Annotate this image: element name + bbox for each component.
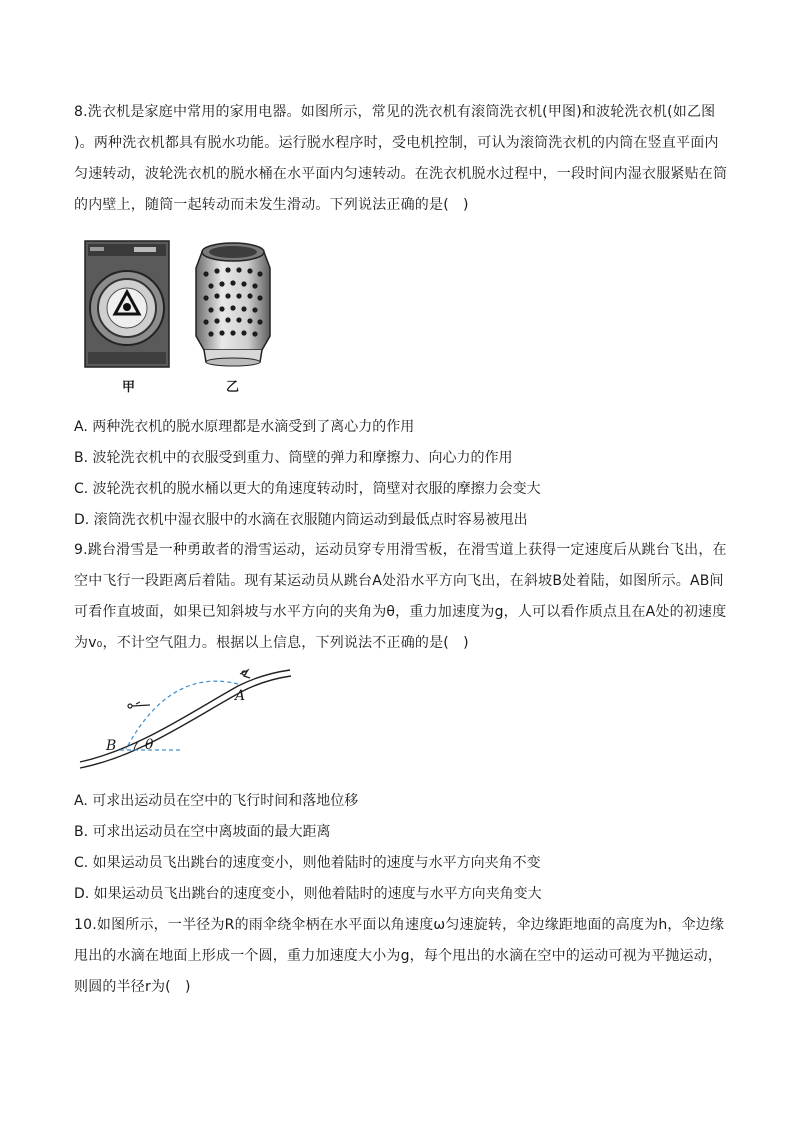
question-8-stem — [74, 97, 728, 221]
question-9-line: 可看作直坡面，如果已知斜坡与水平方向的夹角为θ，重力加速度为g，人可以看作质点且在A处的初速度 — [74, 604, 727, 620]
question-9-option-a: A. 可求出运动员在空中的飞行时间和落地位移 — [74, 793, 359, 809]
question-10-line: 则圆的半径r为( ) — [74, 979, 191, 995]
question-8-line: 8.洗衣机是家庭中常用的家用电器。如图所示，常见的洗衣机有滚筒洗衣机(甲图)和波轮洗衣机(如乙图 — [74, 104, 716, 120]
question-8-option-d: D. 滚筒洗衣机中湿衣服中的水滴在衣服随内筒运动到最低点时容易被甩出 — [74, 512, 528, 528]
front-loader-washer-figure — [84, 240, 170, 368]
question-10-line: 10.如图所示，一半径为R的雨伞绕伞柄在水平面以角速度ω匀速旋转，伞边缘距地面的高度为h，伞边缘 — [74, 917, 725, 933]
figure-yi-caption: 乙 — [226, 380, 240, 395]
question-10-stem — [74, 910, 724, 1003]
question-8-line: 匀速转动，波轮洗衣机的脱水桶在水平面内匀速转动。在洗衣机脱水过程中，一段时间内湿衣服紧贴在筒 — [74, 166, 728, 182]
ski-jumper-icon-flight — [128, 702, 150, 708]
point-b-label: B — [106, 738, 117, 754]
figure-jia-caption: 甲 — [122, 380, 136, 395]
question-9-line: 9.跳台滑雪是一种勇敢者的滑雪运动，运动员穿专用滑雪板，在滑雪道上获得一定速度后从跳台飞出，在 — [74, 542, 727, 558]
theta-label: θ — [145, 737, 154, 753]
question-9-line: 为v₀，不计空气阻力。根据以上信息，下列说法不正确的是( ) — [74, 635, 469, 651]
question-8-line: )。两种洗衣机都具有脱水功能。运行脱水程序时，受电机控制，可认为滚筒洗衣机的内筒在竖直平面内 — [74, 135, 719, 151]
question-8-line: 的内壁上，随筒一起转动而未发生滑动。下列说法正确的是( ) — [74, 197, 469, 213]
question-8-option-b: B. 波轮洗衣机中的衣服受到重力、筒壁的弹力和摩擦力、向心力的作用 — [74, 450, 513, 466]
spin-drum-figure — [192, 238, 274, 368]
question-9-line: 空中飞行一段距离后着陆。现有某运动员从跳台A处沿水平方向飞出，在斜坡B处着陆，如图所示。AB间 — [74, 573, 724, 589]
question-8-option-c: C. 波轮洗衣机的脱水桶以更大的角速度转动时，筒壁对衣服的摩擦力会变大 — [74, 481, 541, 497]
question-10-line: 甩出的水滴在地面上形成一个圆，重力加速度大小为g，每个甩出的水滴在空中的运动可视为平抛运动， — [74, 948, 723, 964]
question-9-stem — [74, 535, 727, 659]
question-9-option-c: C. 如果运动员飞出跳台的速度变小，则他着陆时的速度与水平方向夹角不变 — [74, 855, 541, 871]
question-9-option-d: D. 如果运动员飞出跳台的速度变小，则他着陆时的速度与水平方向夹角变大 — [74, 886, 542, 902]
question-8-option-a: A. 两种洗衣机的脱水原理都是水滴受到了离心力的作用 — [74, 419, 415, 435]
ski-jumper-icon-a — [240, 670, 250, 678]
question-9-option-b: B. 可求出运动员在空中离坡面的最大距离 — [74, 824, 331, 840]
ski-jump-diagram — [78, 664, 298, 774]
point-a-label: A — [235, 688, 246, 704]
